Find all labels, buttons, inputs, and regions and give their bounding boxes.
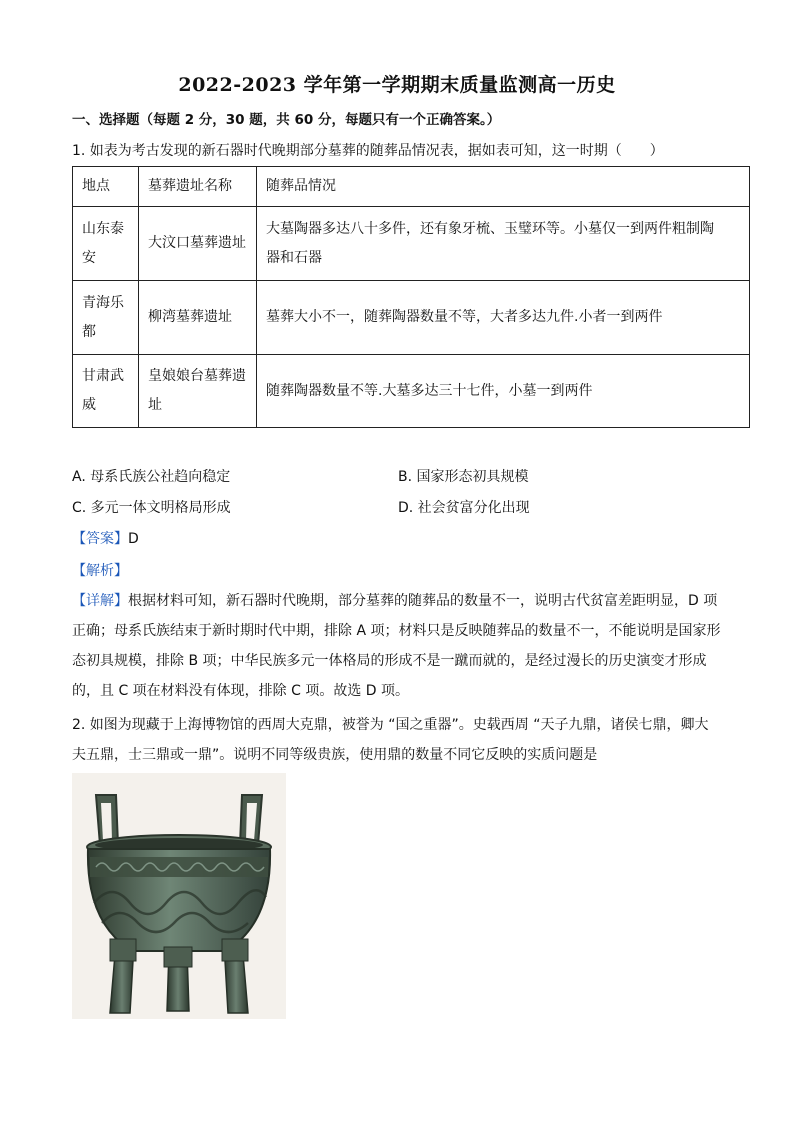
table-row [73,281,750,355]
question-2-stem [72,710,722,770]
table-cell-site: 柳湾墓葬遗址 [139,281,257,355]
answer-tag: 【答案】 [72,531,128,547]
table-cell-items: 大墓陶器多达八十多件，还有象牙梳、玉璧环等。小墓仅一到两件粗制陶 器和石器 [257,207,750,281]
detail-line: 正确；母系氏族结束于新时期时代中期，排除 A 项；材料只是反映随葬品的数量不一，不能说明是国家形 [72,623,721,639]
table-cell-site: 皇娘娘台墓葬遗 址 [139,355,257,428]
question-1-stem: 1. 如表为考古发现的新石器时代晚期部分墓葬的随葬品情况表，据如表可知，这一时期（ ） [72,143,664,159]
table-header-cell: 墓葬遗址名称 [139,167,257,207]
page-title: 2022-2023 学年第一学期期末质量监测高一历史 [178,74,616,96]
analysis-line [72,560,128,580]
option-b: B. 国家形态初具规模 [398,469,529,485]
burial-table [72,166,750,428]
table-cell-place: 甘肃武 威 [73,355,139,428]
detail-line: 态初具规模，排除 B 项；中华民族多元一体格局的形成不是一蹴而就的，是经过漫长的历史演变才形成 [72,653,707,669]
detail-line: 【详解】根据材料可知，新石器时代晚期，部分墓葬的随葬品的数量不一，说明古代贫富差距明显，D 项 [72,593,718,609]
table-header-cell: 随葬品情况 [257,167,750,207]
detail-tag: 【详解】 [72,593,128,609]
bronze-ding-image [72,773,286,1019]
table-header-row [73,167,750,207]
table-cell-items: 随葬陶器数量不等.大墓多达三十七件，小墓一到两件 [257,355,750,428]
option-a: A. 母系氏族公社趋向稳定 [72,469,231,485]
stem-line: 夫五鼎，士三鼎或一鼎”。说明不同等级贵族，使用鼎的数量不同它反映的实质问题是 [72,747,598,763]
table-cell-items: 墓葬大小不一，随葬陶器数量不等，大者多达九件.小者一到两件 [257,281,750,355]
table-cell-place: 山东泰 安 [73,207,139,281]
table-row [73,207,750,281]
option-c: C. 多元一体文明格局形成 [72,500,231,516]
analysis-tag: 【解析】 [72,563,128,579]
answer-value: D [128,531,139,547]
table-cell-site: 大汶口墓葬遗址 [139,207,257,281]
detail-paragraph [72,586,722,706]
table-row [73,355,750,428]
table-header-cell: 地点 [73,167,139,207]
answer-line [72,528,139,548]
stem-line: 2. 如图为现藏于上海博物馆的西周大克鼎，被誉为 “国之重器”。史载西周 “天子九鼎，诸侯七鼎，卿大 [72,717,709,733]
table-cell-place: 青海乐 都 [73,281,139,355]
option-d: D. 社会贫富分化出现 [398,500,530,516]
section-heading: 一、选择题（每题 2 分，30 题，共 60 分，每题只有一个正确答案。） [72,112,501,128]
detail-line: 的，且 C 项在材料没有体现，排除 C 项。故选 D 项。 [72,683,410,699]
